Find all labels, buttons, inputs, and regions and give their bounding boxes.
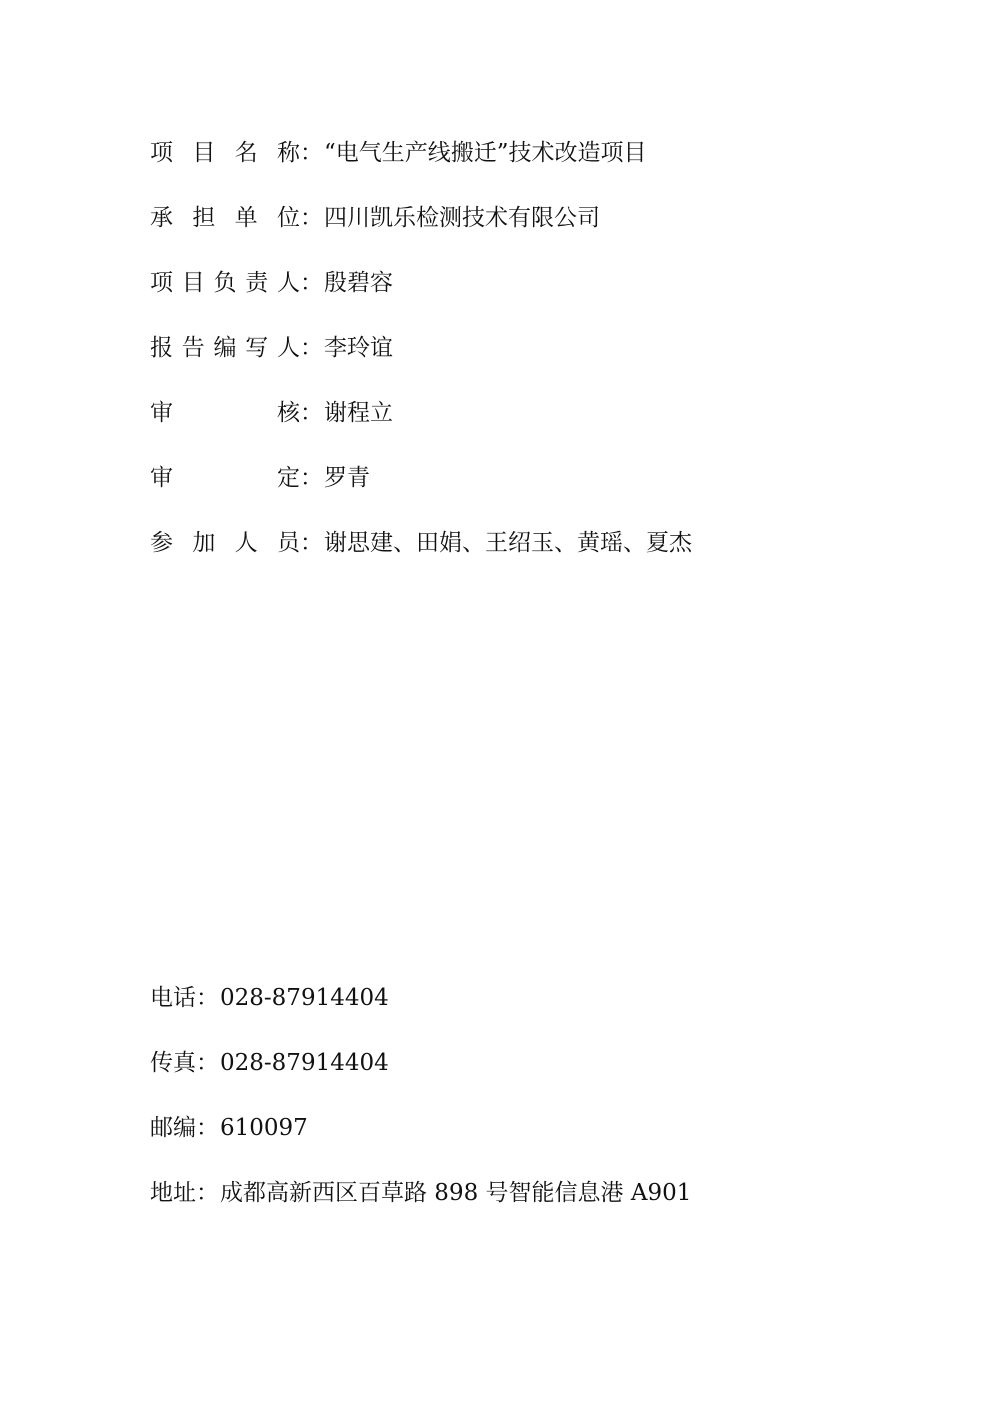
colon: ：	[300, 465, 323, 491]
project-leader-value: 殷碧容	[324, 270, 393, 296]
label-char: 项	[150, 270, 173, 296]
info-label	[150, 398, 300, 428]
info-row-approver	[150, 463, 370, 493]
address-value: 成都高新西区百草路 898 号智能信息港 A901	[220, 1180, 692, 1206]
colon: ：	[196, 1050, 219, 1076]
info-label	[150, 203, 300, 233]
contact-row-phone	[150, 983, 389, 1013]
label-char: 担	[192, 205, 216, 231]
info-label	[150, 138, 300, 168]
label-char: 报	[150, 335, 173, 361]
info-row-participants	[150, 528, 692, 558]
info-row-project-name	[150, 138, 647, 168]
label-char: 责	[245, 270, 269, 296]
label-char: 负	[213, 270, 237, 296]
label-char: 加	[192, 530, 216, 556]
colon: ：	[300, 270, 323, 296]
contact-row-postcode	[150, 1113, 308, 1143]
info-label	[150, 528, 300, 558]
label-char: 审	[150, 400, 173, 426]
label-char: 位	[276, 205, 300, 231]
label-char: 审	[150, 465, 173, 491]
address-label: 地址	[150, 1180, 196, 1206]
contact-row-fax	[150, 1048, 389, 1078]
label-char: 定	[277, 465, 300, 491]
label-char: 目	[181, 270, 205, 296]
phone-value: 028-87914404	[220, 985, 389, 1011]
contact-row-address	[150, 1178, 691, 1208]
info-row-project-leader	[150, 268, 393, 298]
info-label	[150, 268, 300, 298]
label-char: 员	[276, 530, 300, 556]
project-name-value: “电气生产线搬迁”技术改造项目	[324, 140, 647, 166]
participants-value: 谢思建、田娟、王绍玉、黄瑶、夏杰	[324, 530, 692, 556]
postcode-value: 610097	[220, 1115, 308, 1141]
label-char: 称	[276, 140, 300, 166]
phone-label: 电话	[150, 985, 196, 1011]
report-writer-value: 李玲谊	[324, 335, 393, 361]
info-label	[150, 463, 300, 493]
info-row-report-writer	[150, 333, 393, 363]
label-char: 目	[192, 140, 216, 166]
colon: ：	[300, 530, 323, 556]
label-char: 写	[245, 335, 269, 361]
colon: ：	[196, 1115, 219, 1141]
label-char: 核	[277, 400, 300, 426]
info-label	[150, 333, 300, 363]
postcode-label: 邮编	[150, 1115, 196, 1141]
reviewer-value: 谢程立	[324, 400, 393, 426]
colon: ：	[300, 140, 323, 166]
colon: ：	[196, 985, 219, 1011]
colon: ：	[300, 400, 323, 426]
label-char: 单	[234, 205, 258, 231]
label-char: 编	[213, 335, 237, 361]
info-row-undertaking-unit	[150, 203, 600, 233]
fax-value: 028-87914404	[220, 1050, 389, 1076]
colon: ：	[300, 335, 323, 361]
info-row-reviewer	[150, 398, 393, 428]
label-char: 项	[150, 140, 173, 166]
approver-value: 罗青	[324, 465, 370, 491]
colon: ：	[300, 205, 323, 231]
label-char: 人	[277, 335, 300, 361]
label-char: 承	[150, 205, 173, 231]
label-char: 人	[277, 270, 300, 296]
colon: ：	[196, 1180, 219, 1206]
label-char: 人	[234, 530, 258, 556]
label-char: 名	[234, 140, 258, 166]
label-char: 告	[181, 335, 205, 361]
fax-label: 传真	[150, 1050, 196, 1076]
undertaking-unit-value: 四川凯乐检测技术有限公司	[324, 205, 600, 231]
label-char: 参	[150, 530, 173, 556]
